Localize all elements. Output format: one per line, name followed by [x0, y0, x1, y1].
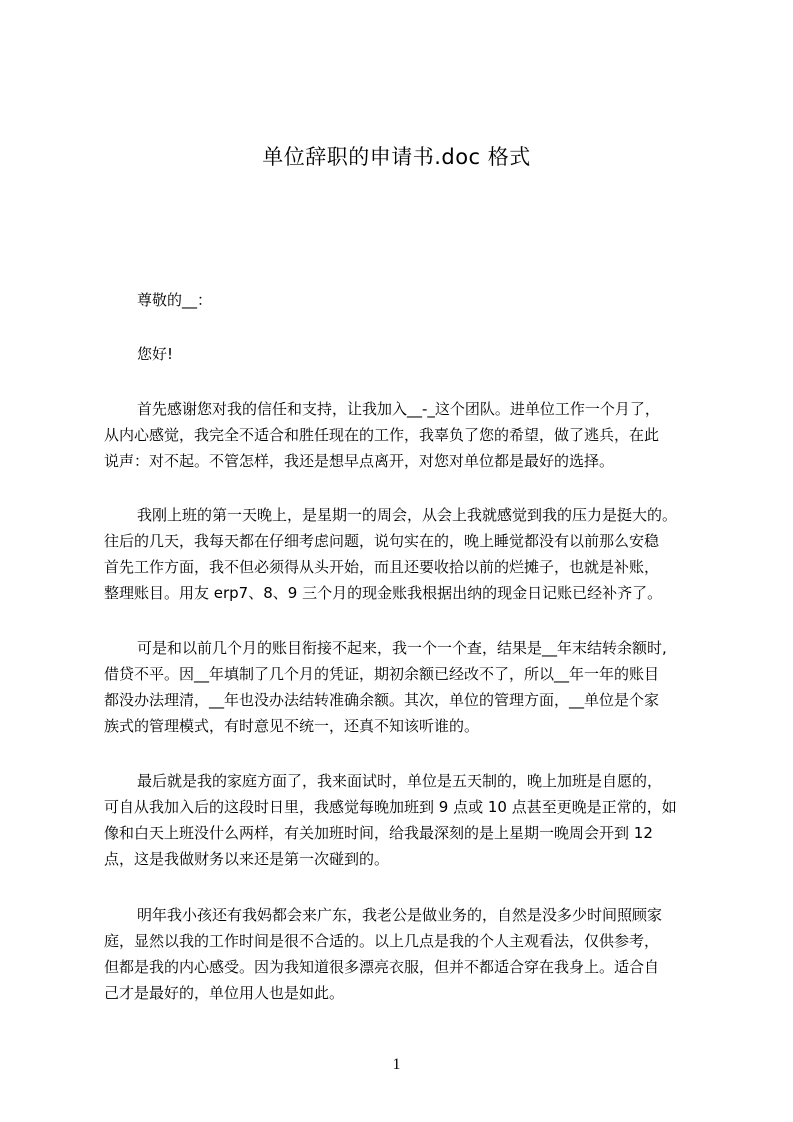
- paragraph-line: 借贷不平。因__年填制了几个月的凭证，期初余额已经改不了，所以__年一年的账目: [104, 665, 660, 683]
- document-title: 单位辞职的申请书.doc 格式: [262, 145, 531, 169]
- paragraph-1: [104, 396, 708, 474]
- paragraph-line: 从内心感觉，我完全不适合和胜任现在的工作，我辜负了您的希望，做了逃兵，在此: [104, 426, 660, 444]
- paragraph-line: 庭，显然以我的工作时间是很不合适的。以上几点是我的个人主观看法，仅供参考，: [104, 932, 660, 950]
- paragraph-line: 可是和以前几个月的账目衔接不起来，我一个一个查，结果是__年末结转余额时,: [137, 639, 667, 657]
- greeting: [104, 341, 708, 367]
- paragraph-line: 都没办法理清，__年也没办法结转准确余额。其次，单位的管理方面，__单位是个家: [104, 691, 660, 709]
- paragraph-line: 整理账目。用友 erp7、8、9 三个月的现金账我根据出纳的现金日记账已经补齐了。: [104, 584, 663, 602]
- paragraph-line: 首先工作方面，我不但必须得从头开始，而且还要收拾以前的烂摊子，也就是补账，: [104, 558, 660, 576]
- salutation: [104, 287, 708, 313]
- page-number: 1: [392, 1056, 401, 1073]
- paragraph-4: [104, 768, 708, 872]
- paragraph-line: 但都是我的内心感受。因为我知道很多漂亮衣服，但并不都适合穿在我身上。适合自: [104, 958, 660, 976]
- paragraph-line: 像和白天上班没什么两样，有关加班时间，给我最深刻的是上星期一晚周会开到 12: [104, 824, 653, 842]
- paragraph-line: 可自从我加入后的这段时日里，我感觉每晚加班到 9 点或 10 点甚至更晚是正常的，如: [104, 798, 677, 816]
- paragraph-line: 首先感谢您对我的信任和支持，让我加入__-_这个团队。进单位工作一个月了，: [137, 400, 660, 418]
- greeting-line: 您好!: [137, 345, 174, 363]
- paragraph-line: 明年我小孩还有我妈都会来广东，我老公是做业务的，自然是没多少时间照顾家: [137, 906, 663, 924]
- paragraph-line: 说声：对不起。不管怎样，我还是想早点离开，对您对单位都是最好的选择。: [104, 452, 615, 470]
- paragraph-line: 己才是最好的，单位用人也是如此。: [104, 984, 345, 1002]
- paragraph-3: [104, 635, 708, 739]
- paragraph-line: 最后就是我的家庭方面了，我来面试时，单位是五天制的，晚上加班是自愿的，: [137, 772, 663, 790]
- paragraph-line: 往后的几天，我每天都在仔细考虑问题，说句实在的，晚上睡觉都没有以前那么安稳: [104, 532, 660, 550]
- paragraph-line: 族式的管理模式，有时意见不统一，还真不知该听谁的。: [104, 717, 480, 735]
- paragraph-line: 点，这是我做财务以来还是第一次碰到的。: [104, 850, 390, 868]
- paragraph-2: [104, 502, 708, 606]
- paragraph-5: [104, 902, 708, 1006]
- salutation-line: 尊敬的__：: [137, 291, 213, 309]
- paragraph-line: 我刚上班的第一天晚上，是星期一的周会，从会上我就感觉到我的压力是挺大的。: [137, 506, 678, 524]
